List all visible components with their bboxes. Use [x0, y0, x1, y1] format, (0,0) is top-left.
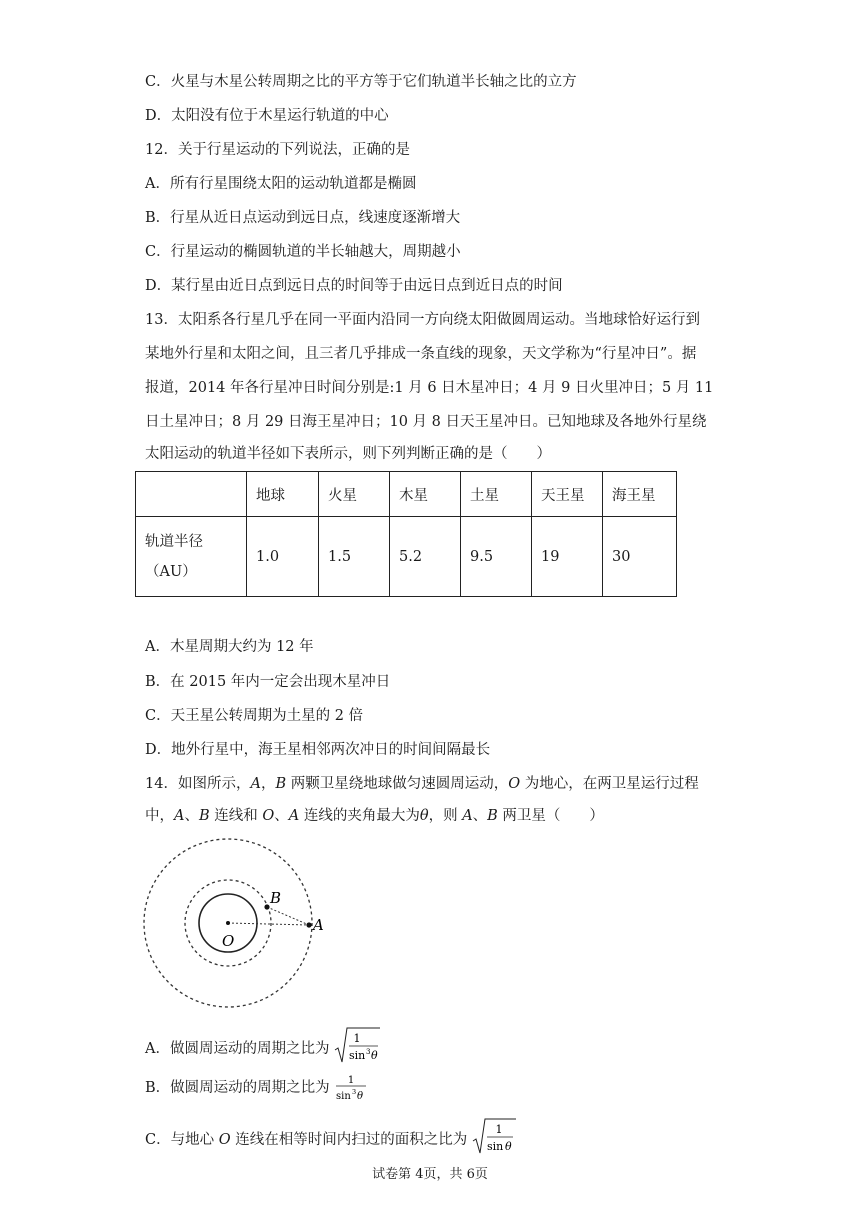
q12-option-d: D．某行星由近日点到远日点的时间等于由远日点到近日点的时间	[145, 278, 563, 294]
svg-text:sin: sin	[349, 1049, 366, 1062]
svg-text:1: 1	[495, 1123, 503, 1136]
table-header-cell: 火星	[319, 472, 390, 517]
table-header-cell: 地球	[247, 472, 319, 517]
table-cell: 30	[603, 517, 677, 597]
page-footer: 试卷第 4页，共 6页	[372, 1167, 488, 1182]
q14-stem-line-2: 中，A、B 连线和 O、A 连线的夹角最大为θ，则 A、B 两卫星（ ）	[145, 808, 604, 824]
orbit-radius-table	[135, 471, 677, 597]
sqrt-expression	[334, 1026, 380, 1072]
table-cell: 1.0	[247, 517, 319, 597]
table-cell: 1.5	[319, 517, 390, 597]
svg-text:sin: sin	[336, 1091, 352, 1102]
label-b: B	[270, 889, 282, 907]
satellite-a-dot	[306, 922, 311, 927]
q12-stem: 12．关于行星运动的下列说法，正确的是	[145, 142, 410, 158]
label-a: A	[313, 916, 324, 934]
svg-text:1: 1	[353, 1032, 361, 1045]
table-header-cell: 木星	[390, 472, 461, 517]
q14-option-c: C．与地心 O 连线在相等时间内扫过的面积之比为 1 sin θ	[145, 1117, 516, 1163]
svg-text:θ: θ	[504, 1140, 512, 1153]
table-header-row	[136, 472, 677, 517]
svg-text:3: 3	[352, 1088, 357, 1096]
table-cell: 9.5	[461, 517, 532, 597]
q14-option-a: A．做圆周运动的周期之比为 1 sin 3 θ	[145, 1026, 380, 1072]
table-cell: 19	[532, 517, 603, 597]
table-row	[136, 517, 677, 597]
table-row-label: 轨道半径 （AU）	[136, 517, 247, 597]
q13-option-d: D．地外行星中，海王星相邻两次冲日的时间间隔最长	[145, 742, 491, 758]
table-header-cell: 天王星	[532, 472, 603, 517]
q12-option-b: B．行星从近日点运动到远日点，线速度逐渐增大	[145, 210, 461, 226]
table-header-cell	[136, 472, 247, 517]
svg-text:θ: θ	[357, 1091, 364, 1102]
sqrt-fraction-c	[472, 1117, 516, 1157]
q13-stem-line-2: 某地外行星和太阳之间，且三者几乎排成一条直线的现象，天文学称为“行星冲日”。据	[145, 346, 697, 362]
center-o-dot	[226, 921, 230, 925]
label-o: O	[222, 932, 235, 950]
q13-stem-line-4: 日土星冲日；8 月 29 日海王星冲日；10 月 8 日天王星冲日。已知地球及各地外行星绕	[145, 414, 707, 430]
table-header-cell: 海王星	[603, 472, 677, 517]
q14-option-b: B．做圆周运动的周期之比为 1 sin 3 θ	[145, 1072, 368, 1104]
q13-stem-line-5: 太阳运动的轨道半径如下表所示，则下列判断正确的是（ ）	[145, 446, 551, 462]
q12-option-c: C．行星运动的椭圆轨道的半长轴越大，周期越小	[145, 244, 461, 260]
q13-stem-line-3: 报道，2014 年各行星冲日时间分别是:1 月 6 日木星冲日；4 月 9 日火里冲日；5 月 11	[145, 380, 714, 396]
q12-option-a: A．所有行星围绕太阳的运动轨道都是椭圆	[145, 176, 417, 192]
fraction-b	[334, 1072, 368, 1104]
q13-option-b: B．在 2015 年内一定会出现木星冲日	[145, 674, 391, 690]
svg-text:θ: θ	[371, 1049, 378, 1062]
q11-option-d: D．太阳没有位于木星运行轨道的中心	[145, 108, 389, 124]
oa-line	[228, 923, 309, 925]
q14-stem-line-1: 14．如图所示，A，B 两颗卫星绕地球做匀速圆周运动，O 为地心，在两卫星运行过程	[145, 776, 699, 792]
q11-option-c: C．火星与木星公转周期之比的平方等于它们轨道半长轴之比的立方	[145, 74, 577, 90]
table-header-cell: 土星	[461, 472, 532, 517]
ab-line	[267, 907, 309, 925]
satellite-b-dot	[264, 904, 269, 909]
svg-text:sin: sin	[486, 1140, 504, 1153]
q13-option-a: A．木星周期大约为 12 年	[145, 639, 314, 655]
q13-option-c: C．天王星公转周期为土星的 2 倍	[145, 708, 364, 724]
satellite-orbit-diagram	[140, 835, 340, 1015]
q13-stem-line-1: 13．太阳系各行星几乎在同一平面内沿同一方向绕太阳做圆周运动。当地球恰好运行到	[145, 312, 700, 328]
svg-text:1: 1	[348, 1075, 355, 1086]
table-cell: 5.2	[390, 517, 461, 597]
sqrt-fraction-a	[334, 1026, 380, 1066]
svg-text:3: 3	[366, 1048, 371, 1056]
